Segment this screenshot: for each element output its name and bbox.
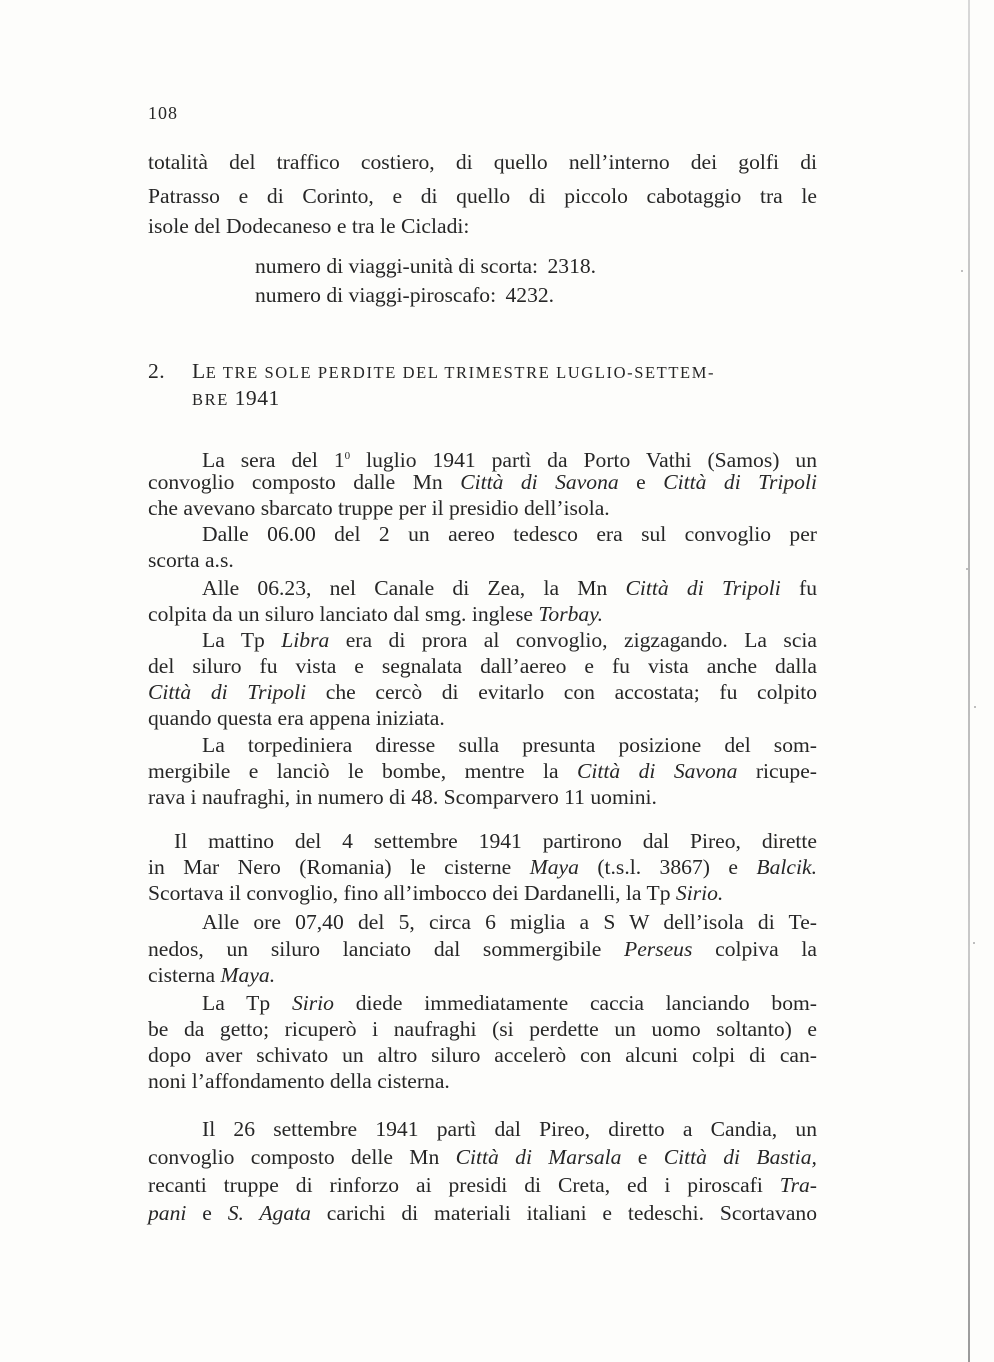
body-line: La Tp Sirio diede immediatamente caccia lanciando bom- [202,991,817,1015]
scan-speck [974,706,976,708]
stat-escort-trips [255,254,596,280]
body-line: scorta a.s. [148,548,234,572]
body-line: rava i naufraghi, in numero di 48. Scomparvero 11 uomini. [148,785,657,809]
body-line: Alle ore 07,40 del 5, circa 6 miglia a S W dell’isola di Te- [202,910,817,934]
section-title-line: BRE 1941 [192,386,280,410]
body-line: La Tp Libra era di prora al convoglio, zigzagando. La scia [202,628,817,652]
body-line: del siluro fu vista e segnalata dall’aereo e fu vista anche dalla [148,654,817,678]
body-line: La torpediniera diresse sulla presunta posizione del som- [202,733,817,757]
body-line: Alle 06.23, nel Canale di Zea, la Mn Città di Tripoli fu [202,576,818,600]
body-line: noni l’affondamento della cisterna. [148,1069,450,1093]
scan-speck [973,942,975,944]
body-line: Il 26 settembre 1941 partì dal Pireo, diretto a Candia, un [202,1117,817,1141]
intro-line: totalità del traffico costiero, di quello nell’interno dei golfi di [148,150,817,174]
body-line: convoglio composto dalle Mn Città di Savona e Città di Tripoli [148,470,817,494]
stat-steamer-trips [255,283,554,309]
body-line: La sera del $1^0$ luglio 1941 partì da Porto Vathi (Samos) un [202,448,817,473]
body-line: dopo aver schivato un altro siluro accelerò con alcuni colpi di can- [148,1043,817,1067]
stat-label: numero di viaggi-piroscafo: [255,283,497,307]
section-number: 2. [148,359,166,383]
body-line: convoglio composto delle Mn Città di Marsala e Città di Bastia, [148,1145,817,1169]
intro-line: Patrasso e di Corinto, e di quello di piccolo cabotaggio tra le [148,184,817,208]
stat-label: numero di viaggi-unità di scorta: [255,254,539,278]
stat-value: 4232. [505,283,555,307]
body-line: quando questa era appena iniziata. [148,706,445,730]
body-line: Città di Tripoli che cercò di evitarlo con accostata; fu colpito [148,680,817,704]
body-line: be da getto; ricuperò i naufraghi (si perdette un uomo soltanto) e [148,1017,817,1041]
section-heading [148,358,828,418]
body-line: pani e S. Agata carichi di materiali italiani e tedeschi. Scortavano [148,1201,817,1225]
body-line: Il mattino del 4 settembre 1941 partirono dal Pireo, dirette [174,829,817,853]
intro-line: isole del Dodecaneso e tra le Cicladi: [148,214,470,238]
page-edge-shadow [968,0,970,1362]
body-line: mergibile e lanciò le bombe, mentre la Città di Savona ricupe- [148,759,817,783]
body-line: colpita da un siluro lanciato dal smg. inglese Torbay. [148,602,604,626]
body-line: recanti truppe di rinforzo ai presidi di Creta, ed i piroscafi Tra- [148,1173,817,1197]
scan-speck [966,568,968,570]
stat-value: 2318. [547,254,597,278]
body-line: Dalle 06.00 del 2 un aereo tedesco era sul convoglio per [202,522,817,546]
body-line: che avevano sbarcato truppe per il presidio dell’isola. [148,496,610,520]
body-line: nedos, un siluro lanciato dal sommergibile Perseus colpiva la [148,937,817,961]
section-title-line: LE TRE SOLE PERDITE DEL TRIMESTRE LUGLIO-SETTEM- [192,359,716,383]
body-line: in Mar Nero (Romania) le cisterne Maya (t.s.l. 3867) e Balcik. [148,855,817,879]
page-number: 108 [148,103,178,123]
body-line: cisterna Maya. [148,963,276,987]
scan-speck [961,270,963,272]
body-line: Scortava il convoglio, fino all’imbocco dei Dardanelli, la Tp Sirio. [148,881,724,905]
